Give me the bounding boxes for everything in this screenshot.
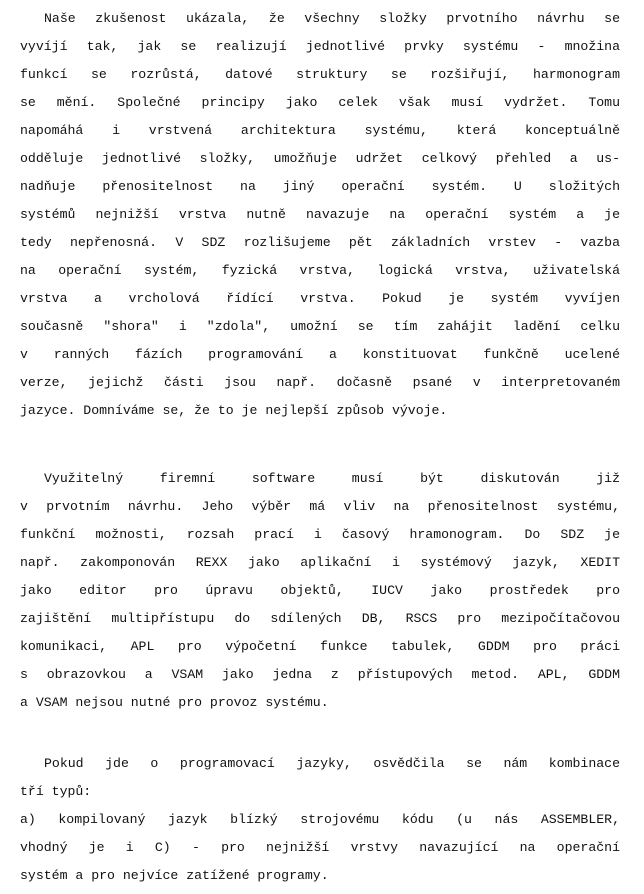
text-line: systémů nejnižší vrstva nutně navazuje na operační systém a je xyxy=(20,207,620,222)
text-line: na operační systém, fyzická vrstva, logická vrstva, uživatelská xyxy=(20,263,620,278)
text-line: nadňuje přenositelnost na jiný operační systém. U složitých xyxy=(20,179,620,194)
text-line: jako editor pro úpravu objektů, IUCV jako prostředek pro xyxy=(20,583,620,598)
text-line: napomáhá i vrstvená architektura systému, která konceptuálně xyxy=(20,123,620,138)
text-line: současně "shora" i "zdola", umožní se tím zahájit ladění celku xyxy=(20,319,620,334)
text-line: vyvíjí tak, jak se realizují jednotlivé prvky systému - množina xyxy=(20,39,620,54)
text-line: s obrazovkou a VSAM jako jedna z přístupových metod. APL, GDDM xyxy=(20,667,620,682)
text-line: tří typů: xyxy=(20,784,92,799)
text-line: verze, jejichž části jsou např. dočasně psané v interpretovaném xyxy=(20,375,620,390)
text-line: v prvotním návrhu. Jeho výběr má vliv na přenositelnost systému, xyxy=(20,499,620,514)
text-line: se mění. Společné principy jako celek však musí vydržet. Tomu xyxy=(20,95,620,110)
text-line: funkční možnosti, rozsah prací i časový hramonogram. Do SDZ je xyxy=(20,527,620,542)
text-line: Pokud jde o programovací jazyky, osvědčila se nám kombinace xyxy=(44,756,620,771)
text-line: Naše zkušenost ukázala, že všechny složky prvotního návrhu se xyxy=(44,11,620,26)
text-line: a) kompilovaný jazyk blízký strojovému kódu (u nás ASSEMBLER, xyxy=(20,812,620,827)
text-line: Využitelný firemní software musí být diskutován již xyxy=(44,471,620,486)
text-line: vrstva a vrcholová řídící vrstva. Pokud je systém vyvíjen xyxy=(20,291,620,306)
text-line: např. zakomponován REXX jako aplikační i systémový jazyk, XEDIT xyxy=(20,555,620,570)
text-line: jazyce. Domníváme se, že to je nejlepší způsob vývoje. xyxy=(20,403,448,418)
text-line: systém a pro nejvíce zatížené programy. xyxy=(20,868,329,883)
text-line: funkcí se rozrůstá, datové struktury se rozšiřují, harmonogram xyxy=(20,67,620,82)
text-line: odděluje jednotlivé složky, umožňuje udržet celkový přehled a us- xyxy=(20,151,620,166)
text-line: zajištění multipřístupu do sdílených DB, RSCS pro mezipočítačovou xyxy=(20,611,620,626)
text-line: vhodný je i C) - pro nejnižší vrstvy navazující na operační xyxy=(20,840,620,855)
text-line: komunikaci, APL pro výpočetní funkce tabulek, GDDM pro práci xyxy=(20,639,620,654)
text-line: tedy nepřenosná. V SDZ rozlišujeme pět základních vrstev - vazba xyxy=(20,235,620,250)
text-line: v ranných fázích programování a konstituovat funkčně ucelené xyxy=(20,347,620,362)
text-line: a VSAM nejsou nutné pro provoz systému. xyxy=(20,695,329,710)
